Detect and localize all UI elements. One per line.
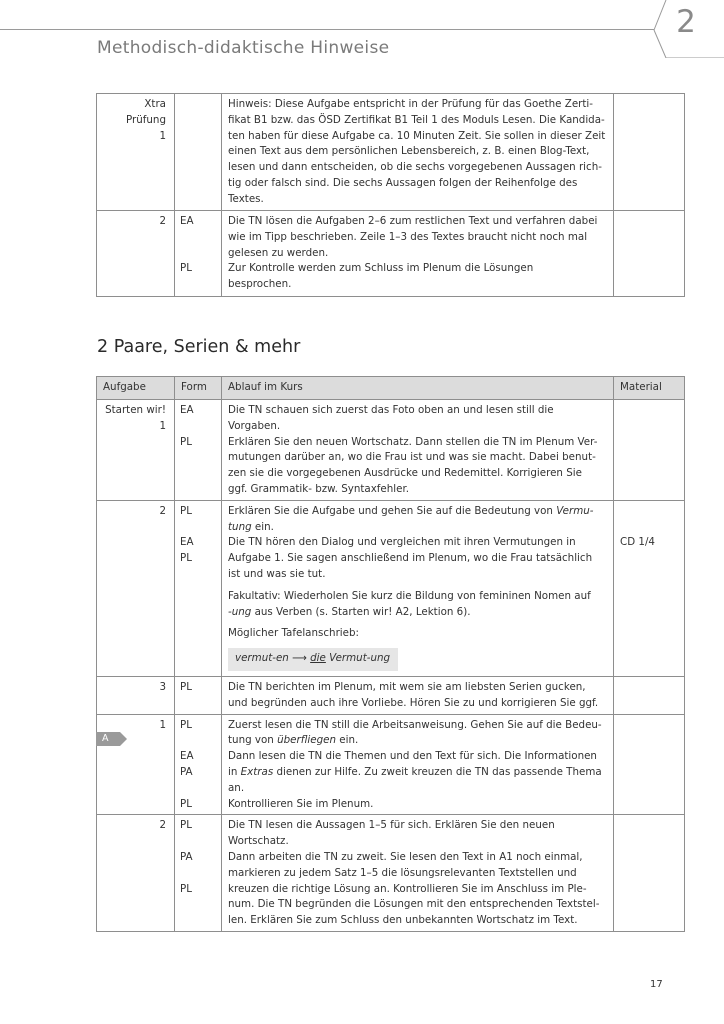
ablauf-cell [222, 94, 614, 211]
header-rule [0, 29, 654, 30]
aufgabe-cell [97, 500, 175, 676]
ablauf-term: Vermu- tung [228, 504, 594, 533]
blackboard-text: Vermut-ung [325, 652, 391, 665]
aufgabe-cell [97, 815, 175, 932]
table-row [97, 94, 685, 211]
procedure-table [96, 376, 685, 932]
form-cell [175, 211, 222, 297]
ablauf-text-part: aus Verben (s. Starten wir! A2, Lektion 6). [251, 605, 471, 618]
ablauf-cell [222, 211, 614, 297]
blackboard-text: vermut-en ⟶ [235, 652, 311, 665]
ablauf-text-part: ein. Die TN hören den Dialog und vergleichen mit ihren Vermutungen in Aufgabe 1. Sie sagen anschließend im Plenum, wo die Frau tatsächlich ist und was sie tut. [228, 520, 593, 580]
running-title: Methodisch-didaktische Hinweise [97, 38, 390, 58]
blackboard-example [228, 648, 398, 671]
form-label: PL [180, 262, 192, 275]
aufgabe-number: 3 [159, 680, 166, 693]
ablauf-cell [222, 714, 614, 815]
ablauf-text-part: ein. Dann lesen die TN die Themen und den Text für sich. Die Informationen in [228, 734, 597, 778]
ablauf-cell: Die TN lesen die Aussagen 1–5 für sich. Erklären Sie den neuen Wortschatz. Dann arbeiten die TN zu zweit. Sie lesen den Text in A1 noch einmal, markieren zu jedem Satz 1–5 die lösungsrelevanten Textstellen und kreuzen die richtige Lösung an. Kontrollieren Sie im Anschluss im Ple- num. Die TN begründen die Lösungen mit den entsprechenden Textstel- len. Erklären Sie zum Schluss den unbekannten Wortschatz im Text. [222, 815, 614, 932]
ablauf-text [228, 589, 607, 621]
material-cell [614, 714, 685, 815]
aufgabe-cell [97, 714, 175, 815]
aufgabe-number: 2 [159, 504, 166, 517]
blackboard-article: die [310, 652, 326, 665]
form-cell: PL [175, 676, 222, 714]
material-cell [614, 400, 685, 501]
form-cell: PL EA PL [175, 500, 222, 676]
table-row [97, 676, 685, 714]
section-a-marker [96, 732, 128, 746]
aufgabe-cell [97, 94, 175, 211]
column-header-ablauf: Ablauf im Kurs [222, 377, 614, 400]
ablauf-cell [222, 500, 614, 676]
page-number: 17 [650, 979, 663, 990]
exam-table [96, 93, 685, 297]
form-cell: PL PA PL [175, 815, 222, 932]
ablauf-text [228, 504, 607, 583]
aufgabe-cell [97, 211, 175, 297]
aufgabe-number: 1 [159, 718, 166, 731]
ablauf-text: Hinweis: Diese Aufgabe entspricht in der Prüfung für das Goethe Zerti- fikat B1 bzw. das ÖSD Zertifikat B1 Teil 1 des Moduls Lesen. Die Kandida- ten haben für diese Aufgabe ca. 10 Minuten Zeit. Sie sollen in dieser Zeit einen Text aus dem persönlichen Lebensbereich, z. B. einen Blog-Text, lesen und dann entscheiden, ob die sechs vorgegebenen Aussagen rich- tig oder falsch sind. Die sechs Aussagen folgen der Reihenfolge des Textes. [228, 98, 606, 205]
ablauf-text-part: dienen zur Hilfe. Zu zweit kreuzen die TN das passende Thema an. Kontrollieren Sie im Plenum. [228, 765, 602, 810]
material-cell [614, 815, 685, 932]
ablauf-text: Möglicher Tafelanschrieb: [228, 627, 360, 640]
aufgabe-label: Xtra Prüfung [125, 98, 166, 126]
material-cell [614, 211, 685, 297]
material-label: CD 1/4 [620, 536, 655, 549]
aufgabe-number: 2 [159, 215, 166, 227]
form-label: EA [180, 215, 194, 227]
form-cell: EA PL [175, 400, 222, 501]
aufgabe-cell [97, 400, 175, 501]
ablauf-text-part: Erklären Sie die Aufgabe und gehen Sie auf die Bedeutung von [228, 504, 557, 517]
table-row [97, 211, 685, 297]
table-row [97, 500, 685, 676]
table-row [97, 714, 685, 815]
column-header-form: Form [175, 377, 222, 400]
column-header-material: Material [614, 377, 685, 400]
aufgabe-number: 1 [159, 419, 166, 432]
ablauf-term: überfliegen [277, 734, 336, 747]
material-cell [614, 94, 685, 211]
table-header-row [97, 377, 685, 400]
section-a-label: A [102, 733, 109, 744]
form-cell: PL EA PA PL [175, 714, 222, 815]
form-cell [175, 94, 222, 211]
chapter-number: 2 [676, 4, 696, 40]
aufgabe-cell [97, 676, 175, 714]
ablauf-term: -ung [228, 605, 252, 618]
aufgabe-label: Starten wir! [105, 404, 166, 416]
material-cell [614, 676, 685, 714]
section-title: 2 Paare, Serien & mehr [97, 337, 301, 357]
ablauf-text-part: Fakultativ: Wiederholen Sie kurz die Bildung von femininen Nomen auf [228, 589, 591, 602]
table-row [97, 815, 685, 932]
ablauf-text-part: Zuerst lesen die TN still die Arbeitsanweisung. Gehen Sie auf die Bedeu- tung von [228, 718, 602, 747]
column-header-aufgabe: Aufgabe [97, 377, 175, 400]
ablauf-term: Extras [240, 765, 274, 778]
aufgabe-number: 2 [159, 819, 166, 832]
ablauf-cell: Die TN schauen sich zuerst das Foto oben an und lesen still die Vorgaben. Erklären Sie den neuen Wortschatz. Dann stellen die TN im Plenum Ver- mutungen darüber an, wo die Frau ist und was sie macht. Dabei benut- zen sie die vorgegebenen Ausdrücke und Redemittel. Korrigieren Sie ggf. Grammatik- bzw. Syntaxfehler. [222, 400, 614, 501]
ablauf-text: Die TN lösen die Aufgaben 2–6 zum restlichen Text und verfahren dabei wie im Tipp beschrieben. Zeile 1–3 des Textes braucht nicht noch mal gelesen zu werden. [228, 215, 598, 259]
aufgabe-number: 1 [159, 129, 166, 142]
material-cell [614, 500, 685, 676]
ablauf-cell: Die TN berichten im Plenum, mit wem sie am liebsten Serien gucken, und begründen auch ihre Vorliebe. Hören Sie zu und korrigieren Sie ggf. [222, 676, 614, 714]
table-row [97, 400, 685, 501]
ablauf-text: Zur Kontrolle werden zum Schluss im Plenum die Lösungen besprochen. [228, 262, 534, 291]
